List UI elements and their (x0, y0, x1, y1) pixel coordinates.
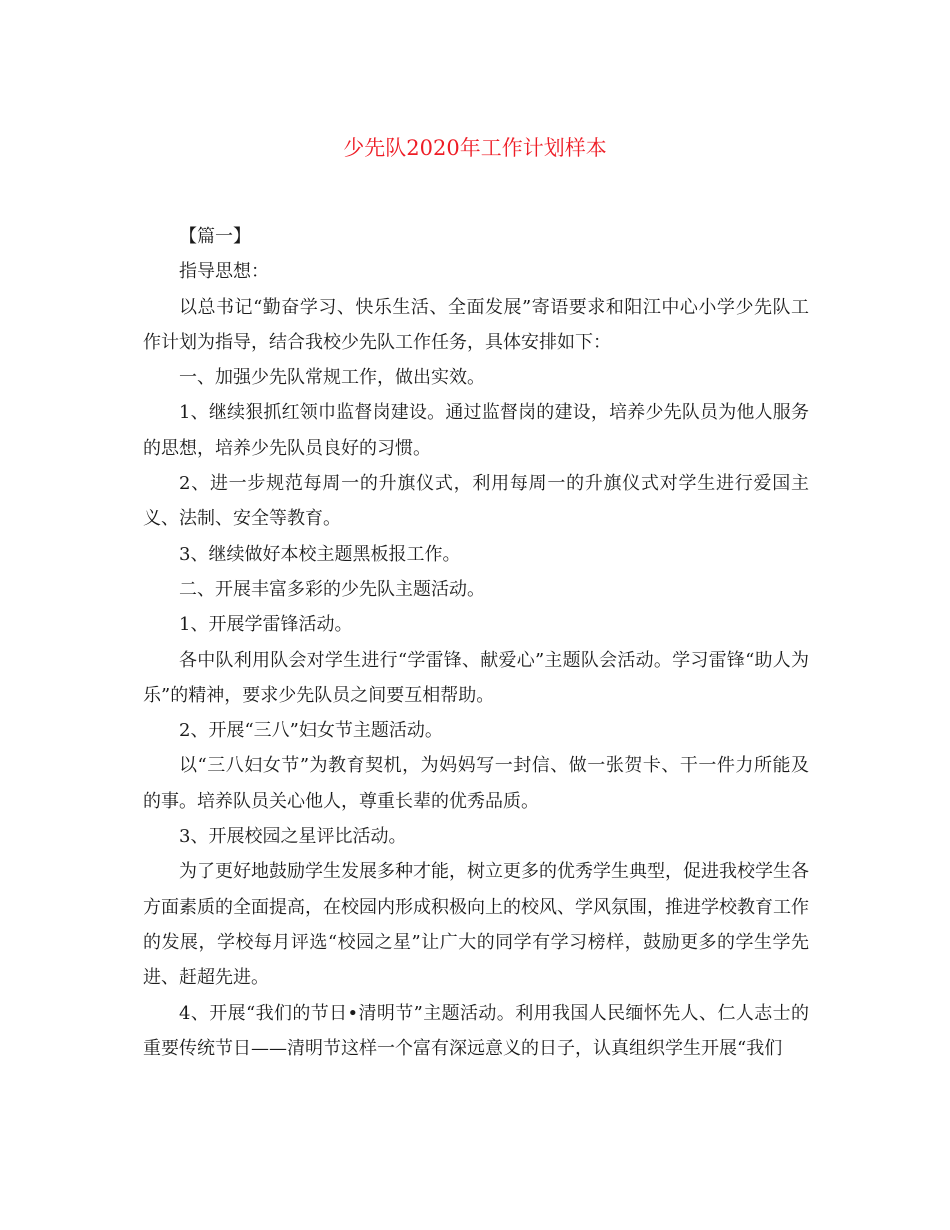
paragraph: 1、开展学雷锋活动。 (179, 614, 353, 636)
paragraph: 以“三八妇女节”为教育契机，为妈妈写一封信、做一张贺卡、干一件力所能及的事。培养队员关心他人，尊重长辈的优秀品质。 (143, 755, 809, 812)
paragraph: 指导思想： (179, 261, 269, 283)
paragraph: 二、开展丰富多彩的少先队主题活动。 (179, 578, 485, 600)
paragraph: 一、加强少先队常规工作，做出实效。 (179, 367, 485, 389)
paragraph: 4、开展“我们的节日•清明节”主题活动。利用我国人民缅怀先人、仁人志士的重要传统节日——清明节这样一个富有深远意义的日子，认真组织学生开展“我们 (143, 1002, 809, 1059)
paragraph: 各中队利用队会对学生进行“学雷锋、献爱心”主题队会活动。学习雷锋“助人为乐”的精神，要求少先队员之间要互相帮助。 (143, 649, 809, 706)
paragraph: 1、继续狠抓红领巾监督岗建设。通过监督岗的建设，培养少先队员为他人服务的思想，培养少先队员良好的习惯。 (143, 402, 809, 459)
section-heading: 【篇一】 (179, 226, 251, 247)
paragraph: 为了更好地鼓励学生发展多种才能，树立更多的优秀学生典型，促进我校学生各方面素质的全面提高，在校园内形成积极向上的校风、学风氛围，推进学校教育工作的发展，学校每月评选“校园之星”让广大的同学有学习榜样，鼓励更多的学生学先进、赶超先进。 (143, 861, 809, 989)
paragraph: 2、进一步规范每周一的升旗仪式，利用每周一的升旗仪式对学生进行爱国主义、法制、安全等教育。 (143, 473, 809, 530)
document-body (143, 219, 809, 1066)
paragraph: 3、继续做好本校主题黑板报工作。 (179, 543, 461, 565)
paragraph: 以总书记“勤奋学习、快乐生活、全面发展”寄语要求和阳江中心小学少先队工作计划为指导，结合我校少先队工作任务，具体安排如下： (143, 296, 809, 353)
document-title: 少先队2020年工作计划样本 (343, 136, 607, 160)
paragraph: 3、开展校园之星评比活动。 (179, 826, 407, 848)
paragraph: 2、开展“三八”妇女节主题活动。 (179, 720, 443, 742)
